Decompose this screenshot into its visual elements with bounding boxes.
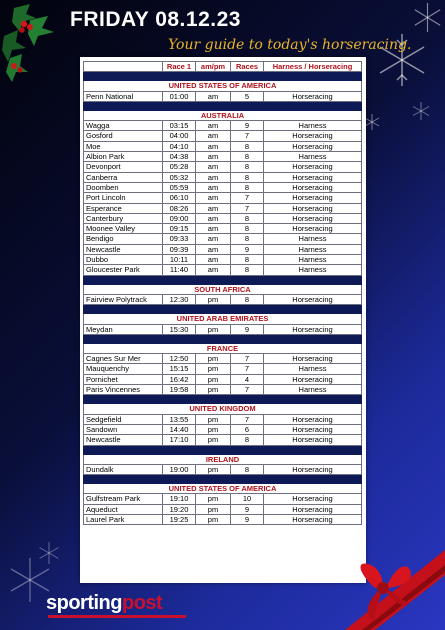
race-count-cell: 9 (231, 504, 264, 514)
column-header: Race 1 (163, 62, 196, 72)
table-row (84, 234, 362, 244)
ampm-cell: am (196, 131, 231, 141)
ampm-cell: am (196, 244, 231, 254)
ampm-cell: pm (196, 324, 231, 334)
race-type-cell: Horseracing (264, 414, 362, 424)
race-type-cell: Harness (264, 255, 362, 265)
race-count-cell: 8 (231, 162, 264, 172)
ampm-cell: am (196, 265, 231, 275)
race-type-cell: Harness (264, 265, 362, 275)
table-row (84, 514, 362, 524)
country-header-row (84, 110, 362, 120)
ampm-cell: pm (196, 464, 231, 474)
race1-time-cell: 04:00 (163, 131, 196, 141)
venue-cell: Gosford (84, 131, 163, 141)
ampm-cell: am (196, 234, 231, 244)
column-header: Races (231, 62, 264, 72)
table-row (84, 464, 362, 474)
country-header-row (84, 343, 362, 353)
country-name: IRELAND (84, 454, 362, 464)
table-row (84, 414, 362, 424)
ampm-cell: am (196, 224, 231, 234)
race-count-cell: 10 (231, 494, 264, 504)
country-name: AUSTRALIA (84, 110, 362, 120)
table-row (84, 203, 362, 213)
race1-time-cell: 10:11 (163, 255, 196, 265)
venue-cell: Moe (84, 141, 163, 151)
ampm-cell: am (196, 91, 231, 101)
race1-time-cell: 16:42 (163, 374, 196, 384)
race-count-cell: 8 (231, 255, 264, 265)
race-count-cell: 8 (231, 141, 264, 151)
race-count-cell: 8 (231, 224, 264, 234)
race1-time-cell: 05:28 (163, 162, 196, 172)
country-name: UNITED ARAB EMIRATES (84, 314, 362, 324)
ampm-cell: am (196, 121, 231, 131)
divider-cell (84, 72, 362, 81)
race-type-cell: Horseracing (264, 91, 362, 101)
ampm-cell: am (196, 141, 231, 151)
race-count-cell: 7 (231, 193, 264, 203)
section-divider (84, 72, 362, 81)
ampm-cell: pm (196, 504, 231, 514)
ampm-cell: pm (196, 414, 231, 424)
column-header: Harness / Horseracing (264, 62, 362, 72)
venue-cell: Laurel Park (84, 514, 163, 524)
logo-underline (48, 615, 186, 618)
race-type-cell: Horseracing (264, 424, 362, 434)
race-type-cell: Horseracing (264, 172, 362, 182)
ampm-cell: pm (196, 514, 231, 524)
table-row (84, 435, 362, 445)
venue-cell: Newcastle (84, 244, 163, 254)
race-type-cell: Horseracing (264, 464, 362, 474)
race-count-cell: 4 (231, 374, 264, 384)
country-name: UNITED STATES OF AMERICA (84, 81, 362, 91)
section-divider (84, 445, 362, 454)
ampm-cell: am (196, 172, 231, 182)
venue-cell: Canterbury (84, 213, 163, 223)
page-title: FRIDAY 08.12.23 (70, 8, 241, 31)
race1-time-cell: 15:15 (163, 364, 196, 374)
country-name: UNITED STATES OF AMERICA (84, 484, 362, 494)
section-divider (84, 334, 362, 343)
race1-time-cell: 15:30 (163, 324, 196, 334)
table-row (84, 193, 362, 203)
table-row (84, 374, 362, 384)
race1-time-cell: 01:00 (163, 91, 196, 101)
divider-cell (84, 395, 362, 404)
race1-time-cell: 12:30 (163, 294, 196, 304)
section-divider (84, 101, 362, 110)
race1-time-cell: 11:40 (163, 265, 196, 275)
race-type-cell: Horseracing (264, 193, 362, 203)
race-type-cell: Harness (264, 385, 362, 395)
race-type-cell: Horseracing (264, 224, 362, 234)
ampm-cell: am (196, 182, 231, 192)
race1-time-cell: 12:50 (163, 354, 196, 364)
table-row (84, 131, 362, 141)
table-row (84, 162, 362, 172)
race1-time-cell: 09:33 (163, 234, 196, 244)
race-count-cell: 9 (231, 324, 264, 334)
race-count-cell: 5 (231, 91, 264, 101)
ampm-cell: pm (196, 364, 231, 374)
race-count-cell: 7 (231, 414, 264, 424)
venue-cell: Mauquenchy (84, 364, 163, 374)
venue-cell: Doomben (84, 182, 163, 192)
gift-ribbon-decoration (335, 520, 445, 630)
sportingpost-logo (46, 592, 162, 615)
racing-schedule-table (83, 61, 362, 525)
venue-cell: Canberra (84, 172, 163, 182)
race-type-cell: Horseracing (264, 504, 362, 514)
section-divider (84, 475, 362, 484)
venue-cell: Paris Vincennes (84, 385, 163, 395)
race-type-cell: Horseracing (264, 374, 362, 384)
race-type-cell: Harness (264, 244, 362, 254)
race-type-cell: Horseracing (264, 354, 362, 364)
venue-cell: Devonport (84, 162, 163, 172)
venue-cell: Sandown (84, 424, 163, 434)
race-type-cell: Horseracing (264, 162, 362, 172)
race-type-cell: Harness (264, 152, 362, 162)
holly-decoration (0, 0, 80, 90)
race1-time-cell: 05:32 (163, 172, 196, 182)
ampm-cell: am (196, 162, 231, 172)
race-count-cell: 6 (231, 424, 264, 434)
section-divider (84, 275, 362, 284)
venue-cell: Aqueduct (84, 504, 163, 514)
ampm-cell: am (196, 203, 231, 213)
country-name: FRANCE (84, 343, 362, 353)
table-row (84, 255, 362, 265)
table-row (84, 324, 362, 334)
table-row (84, 424, 362, 434)
divider-cell (84, 445, 362, 454)
race-type-cell: Harness (264, 234, 362, 244)
race1-time-cell: 05:59 (163, 182, 196, 192)
venue-cell: Dubbo (84, 255, 163, 265)
race-count-cell: 8 (231, 213, 264, 223)
race-count-cell: 8 (231, 172, 264, 182)
race-count-cell: 8 (231, 152, 264, 162)
venue-cell: Meydan (84, 324, 163, 334)
country-header-row (84, 284, 362, 294)
divider-cell (84, 334, 362, 343)
race-type-cell: Horseracing (264, 131, 362, 141)
race-type-cell: Horseracing (264, 514, 362, 524)
table-row (84, 494, 362, 504)
snowflake-icon (36, 540, 62, 566)
country-header-row (84, 81, 362, 91)
race1-time-cell: 09:39 (163, 244, 196, 254)
section-divider (84, 395, 362, 404)
race-type-cell: Harness (264, 364, 362, 374)
race-type-cell: Horseracing (264, 203, 362, 213)
table-row (84, 152, 362, 162)
race1-time-cell: 09:00 (163, 213, 196, 223)
table-row (84, 265, 362, 275)
ampm-cell: am (196, 193, 231, 203)
logo-text-post: post (122, 592, 163, 614)
venue-cell: Moonee Valley (84, 224, 163, 234)
table-row (84, 91, 362, 101)
racing-schedule-sheet (80, 57, 366, 583)
race-type-cell: Horseracing (264, 494, 362, 504)
ampm-cell: pm (196, 354, 231, 364)
race-type-cell: Horseracing (264, 294, 362, 304)
schedule-body (84, 62, 362, 525)
race1-time-cell: 09:15 (163, 224, 196, 234)
race1-time-cell: 08:26 (163, 203, 196, 213)
table-row (84, 294, 362, 304)
race-count-cell: 7 (231, 203, 264, 213)
divider-cell (84, 101, 362, 110)
race-count-cell: 8 (231, 294, 264, 304)
venue-cell: Dundalk (84, 464, 163, 474)
race1-time-cell: 17:10 (163, 435, 196, 445)
country-header-row (84, 484, 362, 494)
country-header-row (84, 454, 362, 464)
race-type-cell: Horseracing (264, 435, 362, 445)
divider-cell (84, 305, 362, 314)
table-header-row (84, 62, 362, 72)
race1-time-cell: 19:25 (163, 514, 196, 524)
race-count-cell: 8 (231, 265, 264, 275)
venue-cell: Port Lincoln (84, 193, 163, 203)
race1-time-cell: 19:10 (163, 494, 196, 504)
venue-cell: Albion Park (84, 152, 163, 162)
country-header-row (84, 404, 362, 414)
venue-cell: Penn National (84, 91, 163, 101)
section-divider (84, 305, 362, 314)
race-count-cell: 8 (231, 182, 264, 192)
venue-cell: Gloucester Park (84, 265, 163, 275)
race-count-cell: 9 (231, 121, 264, 131)
snowflake-icon (410, 0, 445, 35)
ampm-cell: pm (196, 494, 231, 504)
table-row (84, 244, 362, 254)
table-row (84, 182, 362, 192)
race1-time-cell: 19:20 (163, 504, 196, 514)
race1-time-cell: 03:15 (163, 121, 196, 131)
venue-cell: Cagnes Sur Mer (84, 354, 163, 364)
race-type-cell: Horseracing (264, 141, 362, 151)
race-count-cell: 8 (231, 234, 264, 244)
race-count-cell: 7 (231, 364, 264, 374)
venue-cell: Bendigo (84, 234, 163, 244)
race-type-cell: Horseracing (264, 324, 362, 334)
table-row (84, 141, 362, 151)
table-row (84, 172, 362, 182)
race1-time-cell: 06:10 (163, 193, 196, 203)
country-header-row (84, 314, 362, 324)
race1-time-cell: 04:10 (163, 141, 196, 151)
race-count-cell: 7 (231, 131, 264, 141)
venue-cell: Wagga (84, 121, 163, 131)
ampm-cell: pm (196, 374, 231, 384)
venue-cell: Sedgefield (84, 414, 163, 424)
table-row (84, 504, 362, 514)
table-row (84, 364, 362, 374)
race-count-cell: 7 (231, 385, 264, 395)
ampm-cell: am (196, 152, 231, 162)
divider-cell (84, 275, 362, 284)
venue-cell: Pornichet (84, 374, 163, 384)
table-row (84, 385, 362, 395)
table-row (84, 121, 362, 131)
ampm-cell: pm (196, 294, 231, 304)
race1-time-cell: 13:55 (163, 414, 196, 424)
country-name: SOUTH AFRICA (84, 284, 362, 294)
race-type-cell: Horseracing (264, 213, 362, 223)
page-subtitle: Your guide to today's horseracing. (168, 37, 412, 53)
race1-time-cell: 19:00 (163, 464, 196, 474)
race1-time-cell: 04:38 (163, 152, 196, 162)
race-count-cell: 8 (231, 435, 264, 445)
venue-cell: Esperance (84, 203, 163, 213)
table-row (84, 213, 362, 223)
ampm-cell: pm (196, 424, 231, 434)
divider-cell (84, 475, 362, 484)
race-type-cell: Harness (264, 121, 362, 131)
logo-text-sporting: sporting (46, 592, 122, 614)
venue-cell: Newcastle (84, 435, 163, 445)
table-row (84, 354, 362, 364)
race1-time-cell: 19:58 (163, 385, 196, 395)
venue-cell: Gulfstream Park (84, 494, 163, 504)
column-header: am/pm (196, 62, 231, 72)
venue-cell: Fairview Polytrack (84, 294, 163, 304)
race-count-cell: 9 (231, 244, 264, 254)
race-count-cell: 9 (231, 514, 264, 524)
column-header (84, 62, 163, 72)
table-row (84, 224, 362, 234)
race-type-cell: Horseracing (264, 182, 362, 192)
ampm-cell: pm (196, 435, 231, 445)
ampm-cell: am (196, 255, 231, 265)
ampm-cell: pm (196, 385, 231, 395)
race-count-cell: 7 (231, 354, 264, 364)
country-name: UNITED KINGDOM (84, 404, 362, 414)
race-count-cell: 8 (231, 464, 264, 474)
race1-time-cell: 14:40 (163, 424, 196, 434)
ampm-cell: am (196, 213, 231, 223)
snowflake-icon (410, 100, 432, 122)
